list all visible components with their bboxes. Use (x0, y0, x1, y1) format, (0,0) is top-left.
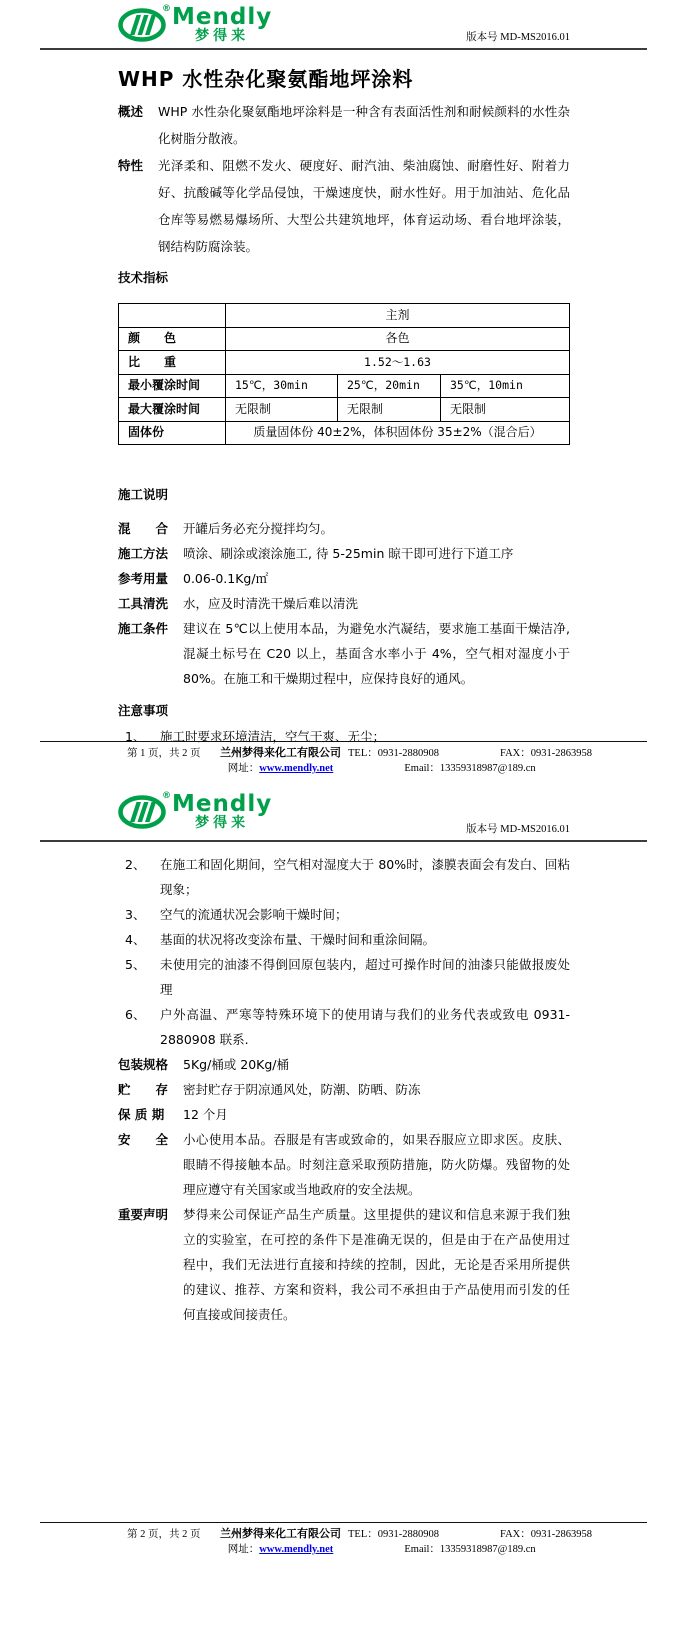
gravity-label-cell: 比 重 (119, 351, 226, 375)
min-recoat-35c-cell: 35℃，10min (441, 374, 570, 398)
info-row-packaging (118, 1052, 570, 1077)
overview-row (118, 98, 570, 152)
fax-label: FAX：0931-2863958 (500, 1529, 592, 1540)
mendly-ellipse-stripes-icon (118, 7, 168, 43)
registered-trademark-icon: ® (162, 4, 171, 14)
overview-text: WHP 水性杂化聚氨酯地坪涂料是一种含有表面活性剂和耐候颜料的水性杂化树脂分散液。 (158, 104, 570, 146)
note-item-3 (118, 902, 570, 927)
brand-name: Mendly (172, 4, 273, 30)
note-item-6 (118, 1002, 570, 1052)
note-1-number: 1、 (125, 729, 146, 744)
table-row-solids (119, 421, 570, 445)
info-row-safety (118, 1127, 570, 1202)
note-1-text: 施工时要求环境清洁，空气干爽、无尘； (160, 729, 386, 744)
table-row-max-recoat (119, 398, 570, 422)
method-label: 施工方法 (118, 546, 169, 561)
table-row-min-recoat (119, 374, 570, 398)
note-5-number: 5、 (125, 957, 146, 972)
page1-header (40, 0, 647, 48)
max-recoat-label-cell: 最大覆涂时间 (119, 398, 226, 422)
fax-label: FAX：0931-2863958 (500, 748, 592, 759)
email-label: Email：13359318987@189.cn (404, 763, 536, 774)
tel-label: TEL：0931-2880908 (348, 1529, 439, 1540)
gravity-value-cell: 1.52～1.63 (226, 351, 570, 375)
version-label: 版本号 MD-MS2016.01 (466, 824, 570, 835)
tel-fax-line (348, 1527, 592, 1542)
website-label: 网址： (227, 763, 260, 774)
color-label-cell: 颜 色 (119, 327, 226, 351)
cleaning-text: 水，应及时清洗干燥后难以清洗 (183, 596, 359, 611)
info-row-shelf-life (118, 1102, 570, 1127)
note-item-2 (118, 852, 570, 902)
max-recoat-15c-cell: 无限制 (226, 398, 338, 422)
storage-label: 贮 存 (118, 1082, 169, 1097)
note-item-4 (118, 927, 570, 952)
footer-contact-block (348, 1527, 647, 1557)
features-label: 特性 (118, 158, 144, 173)
info-row-disclaimer (118, 1202, 570, 1327)
overview-label: 概述 (118, 104, 144, 119)
website-line (213, 1542, 348, 1557)
shelf-life-label: 保 质 期 (118, 1107, 165, 1122)
mixing-text: 开罐后务必充分搅拌均匀。 (183, 521, 334, 536)
shelf-life-text: 12 个月 (183, 1107, 228, 1122)
page-number-label: 第 1 页，共 2 页 (127, 748, 201, 759)
storage-text: 密封贮存于阴凉通风处，防潮、防晒、防冻 (183, 1082, 421, 1097)
notes-heading: 注意事项 (118, 703, 169, 718)
empty-corner-cell (119, 304, 226, 328)
header-rule (40, 48, 647, 50)
max-recoat-25c-cell: 无限制 (338, 398, 441, 422)
page-2 (0, 780, 687, 1638)
note-6-text: 户外高温、严寒等特殊环境下的使用请与我们的业务代表或致电 0931-2880908 联系. (160, 1007, 570, 1047)
company-name: 兰州梦得来化工有限公司 (220, 1528, 341, 1540)
safety-text: 小心使用本品。吞服是有害或致命的，如果吞服应立即求医。皮肤、眼睛不得接触本品。时刻注意采取预防措施，防火防爆。残留物的处理应遵守有关国家或当地政府的安全法规。 (183, 1132, 570, 1197)
coverage-label: 参考用量 (118, 571, 169, 586)
construction-row-cleaning (118, 591, 570, 616)
page-1 (0, 0, 687, 780)
construction-row-mixing (118, 516, 570, 541)
solids-value-cell: 质量固体份 40±2%，体积固体份 35±2%（混合后） (226, 421, 570, 445)
logo-text (172, 4, 273, 44)
info-row-storage (118, 1077, 570, 1102)
min-recoat-25c-cell: 25℃，20min (338, 374, 441, 398)
main-agent-cell: 主剂 (226, 304, 570, 328)
disclaimer-text: 梦得来公司保证产品生产质量。这里提供的建议和信息来源于我们独立的实验室，在可控的条件下是准确无误的，但是由于在产品使用过程中，我们无法进行直接和持续的控制，因此，无论是否采用所提供的建议、推荐、方案和资料，我公司不承担由于产品使用而引发的任何直接或间接责任。 (183, 1207, 570, 1322)
coverage-text: 0.06-0.1Kg/㎡ (183, 571, 269, 586)
brand-name-chinese: 梦得来 (195, 815, 250, 831)
table-row-color (119, 327, 570, 351)
tech-spec-table (118, 303, 570, 445)
footer-company-block (213, 746, 348, 776)
note-3-number: 3、 (125, 907, 146, 922)
tel-fax-line (348, 746, 592, 761)
construction-row-conditions (118, 616, 570, 691)
company-name: 兰州梦得来化工有限公司 (220, 747, 341, 759)
conditions-label: 施工条件 (118, 621, 169, 636)
note-4-text: 基面的状况将改变涂布量、干燥时间和重涂间隔。 (160, 932, 436, 947)
tel-label: TEL：0931-2880908 (348, 748, 439, 759)
note-3-text: 空气的流通状况会影响干燥时间； (160, 907, 348, 922)
page2-footer (40, 1522, 647, 1557)
website-line (213, 761, 348, 776)
note-item-5 (118, 952, 570, 1002)
page1-footer (40, 741, 647, 776)
max-recoat-35c-cell: 无限制 (441, 398, 570, 422)
mendly-logo-icon (118, 4, 171, 43)
note-2-number: 2、 (125, 857, 146, 872)
logo-text (172, 791, 273, 831)
website-link[interactable]: www.mendly.net (259, 763, 334, 774)
brand-name: Mendly (172, 791, 273, 817)
color-value-cell: 各色 (226, 327, 570, 351)
cleaning-label: 工具清洗 (118, 596, 169, 611)
packaging-label: 包装规格 (118, 1057, 169, 1072)
construction-row-method (118, 541, 570, 566)
header-rule (40, 840, 647, 842)
page2-header (40, 780, 647, 840)
note-4-number: 4、 (125, 932, 146, 947)
page-number-label: 第 2 页，共 2 页 (127, 1529, 201, 1540)
solids-label-cell: 固体份 (119, 421, 226, 445)
email-label: Email：13359318987@189.cn (404, 1544, 536, 1555)
tech-specs-heading: 技术指标 (118, 270, 169, 285)
disclaimer-label: 重要声明 (118, 1207, 169, 1222)
note-2-text: 在施工和固化期间，空气相对湿度大于 80%时，漆膜表面会有发白、回粘现象； (160, 857, 570, 897)
features-row (118, 152, 570, 260)
safety-label: 安 全 (118, 1132, 169, 1147)
footer-contact-block (348, 746, 647, 776)
note-6-number: 6、 (125, 1007, 146, 1022)
version-label: 版本号 MD-MS2016.01 (466, 32, 570, 43)
method-text: 喷涂、刷涂或滚涂施工, 待 5-25min 晾干即可进行下道工序 (183, 546, 514, 561)
table-row-gravity (119, 351, 570, 375)
conditions-text: 建议在 5℃以上使用本品，为避免水汽凝结，要求施工基面干燥洁净, 混凝土标号在 C20 以上，基面含水率小于 4%，空气相对湿度小于 80%。在施工和干燥期过程中，应保持良好的通风。 (183, 621, 570, 686)
features-text: 光泽柔和、阻燃不发火、硬度好、耐汽油、柴油腐蚀、耐磨性好、附着力好、抗酸碱等化学品侵蚀，干燥速度快，耐水性好。用于加油站、危化品仓库等易燃易爆场所、大型公共建筑地坪，体育运动场、看台地坪涂装，钢结构防腐涂装。 (158, 158, 570, 254)
website-label: 网址： (227, 1544, 260, 1555)
note-5-text: 未使用完的油漆不得倒回原包装内，超过可操作时间的油漆只能做报废处理 (160, 957, 570, 997)
min-recoat-label-cell: 最小覆涂时间 (119, 374, 226, 398)
registered-trademark-icon: ® (162, 791, 171, 801)
mendly-logo-icon (118, 791, 171, 830)
mendly-ellipse-stripes-icon (118, 794, 168, 830)
website-link[interactable]: www.mendly.net (259, 1544, 334, 1555)
min-recoat-15c-cell: 15℃，30min (226, 374, 338, 398)
brand-name-chinese: 梦得来 (195, 28, 250, 44)
mixing-label: 混 合 (118, 521, 169, 536)
page-title: WHP 水性杂化聚氨酯地坪涂料 (118, 67, 414, 91)
table-row-header (119, 304, 570, 328)
footer-company-block (213, 1527, 348, 1557)
construction-heading: 施工说明 (118, 487, 169, 502)
packaging-text: 5Kg/桶或 20Kg/桶 (183, 1057, 290, 1072)
construction-row-coverage (118, 566, 570, 591)
